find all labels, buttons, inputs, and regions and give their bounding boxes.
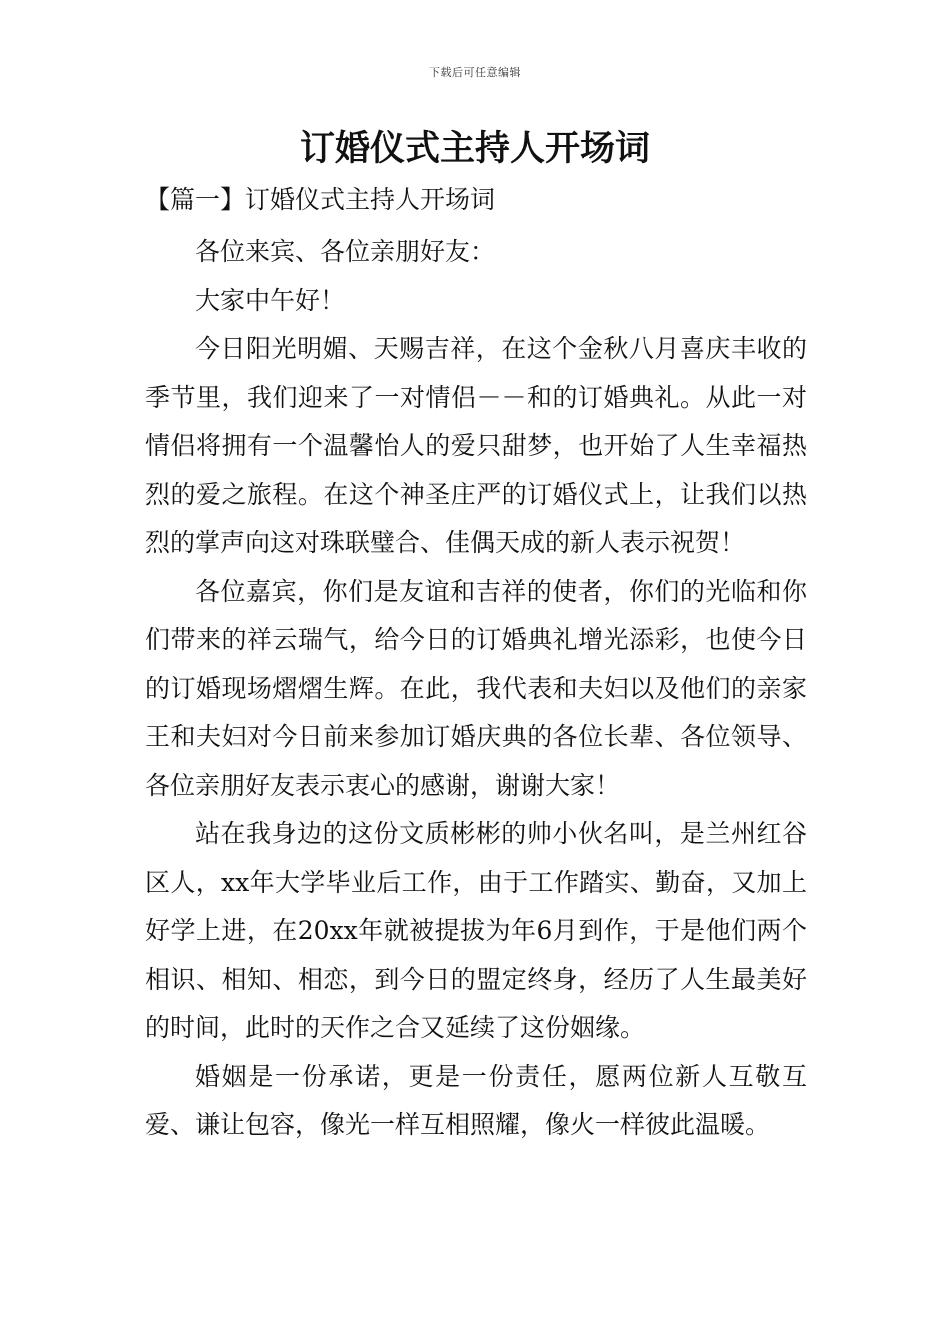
page-header-note: 下载后可任意编辑 <box>429 66 521 79</box>
paragraph-introduction: 站在我身边的这份文质彬彬的帅小伙名叫，是兰州红谷区人，xx年大学毕业后工作，由于工作踏实、勤奋，又加上好学上进，在20xx年就被提拔为年6月到作，于是他们两个相识、相知、相恋，到今日的盟定终身，经历了人生最美好的时间，此时的天作之合又延续了这份姻缘。 <box>145 819 807 1042</box>
document-body <box>145 228 807 1150</box>
paragraph-opening: 今日阳光明媚、天赐吉祥，在这个金秋八月喜庆丰收的季节里，我们迎来了一对情侣－－和的订婚典礼。从此一对情侣将拥有一个温馨怡人的爱只甜梦，也开始了人生幸福热烈的爱之旅程。在这个神圣庄严的订婚仪式上，让我们以热烈的掌声向这对珠联璧合、佳偶天成的新人表示祝贺！ <box>145 334 807 557</box>
paragraph-blessing: 婚姻是一份承诺，更是一份责任，愿两位新人互敬互爱、谦让包容，像光一样互相照耀，像火一样彼此温暖。 <box>145 1061 807 1139</box>
paragraph-salutation: 大家中午好！ <box>195 285 346 315</box>
paragraph-thanks: 各位嘉宾，你们是友谊和吉祥的使者，你们的光临和你们带来的祥云瑞气，给今日的订婚典礼增光添彩，也使今日的订婚现场熠熠生辉。在此，我代表和夫妇以及他们的亲家王和夫妇对今日前来参加订婚庆典的各位长辈、各位领导、各位亲朋好友表示衷心的感谢，谢谢大家！ <box>145 576 807 800</box>
paragraph-greeting: 各位来宾、各位亲朋好友： <box>195 237 496 266</box>
section-heading: 【篇一】订婚仪式主持人开场词 <box>145 185 496 214</box>
document-title: 订婚仪式主持人开场词 <box>299 128 650 169</box>
